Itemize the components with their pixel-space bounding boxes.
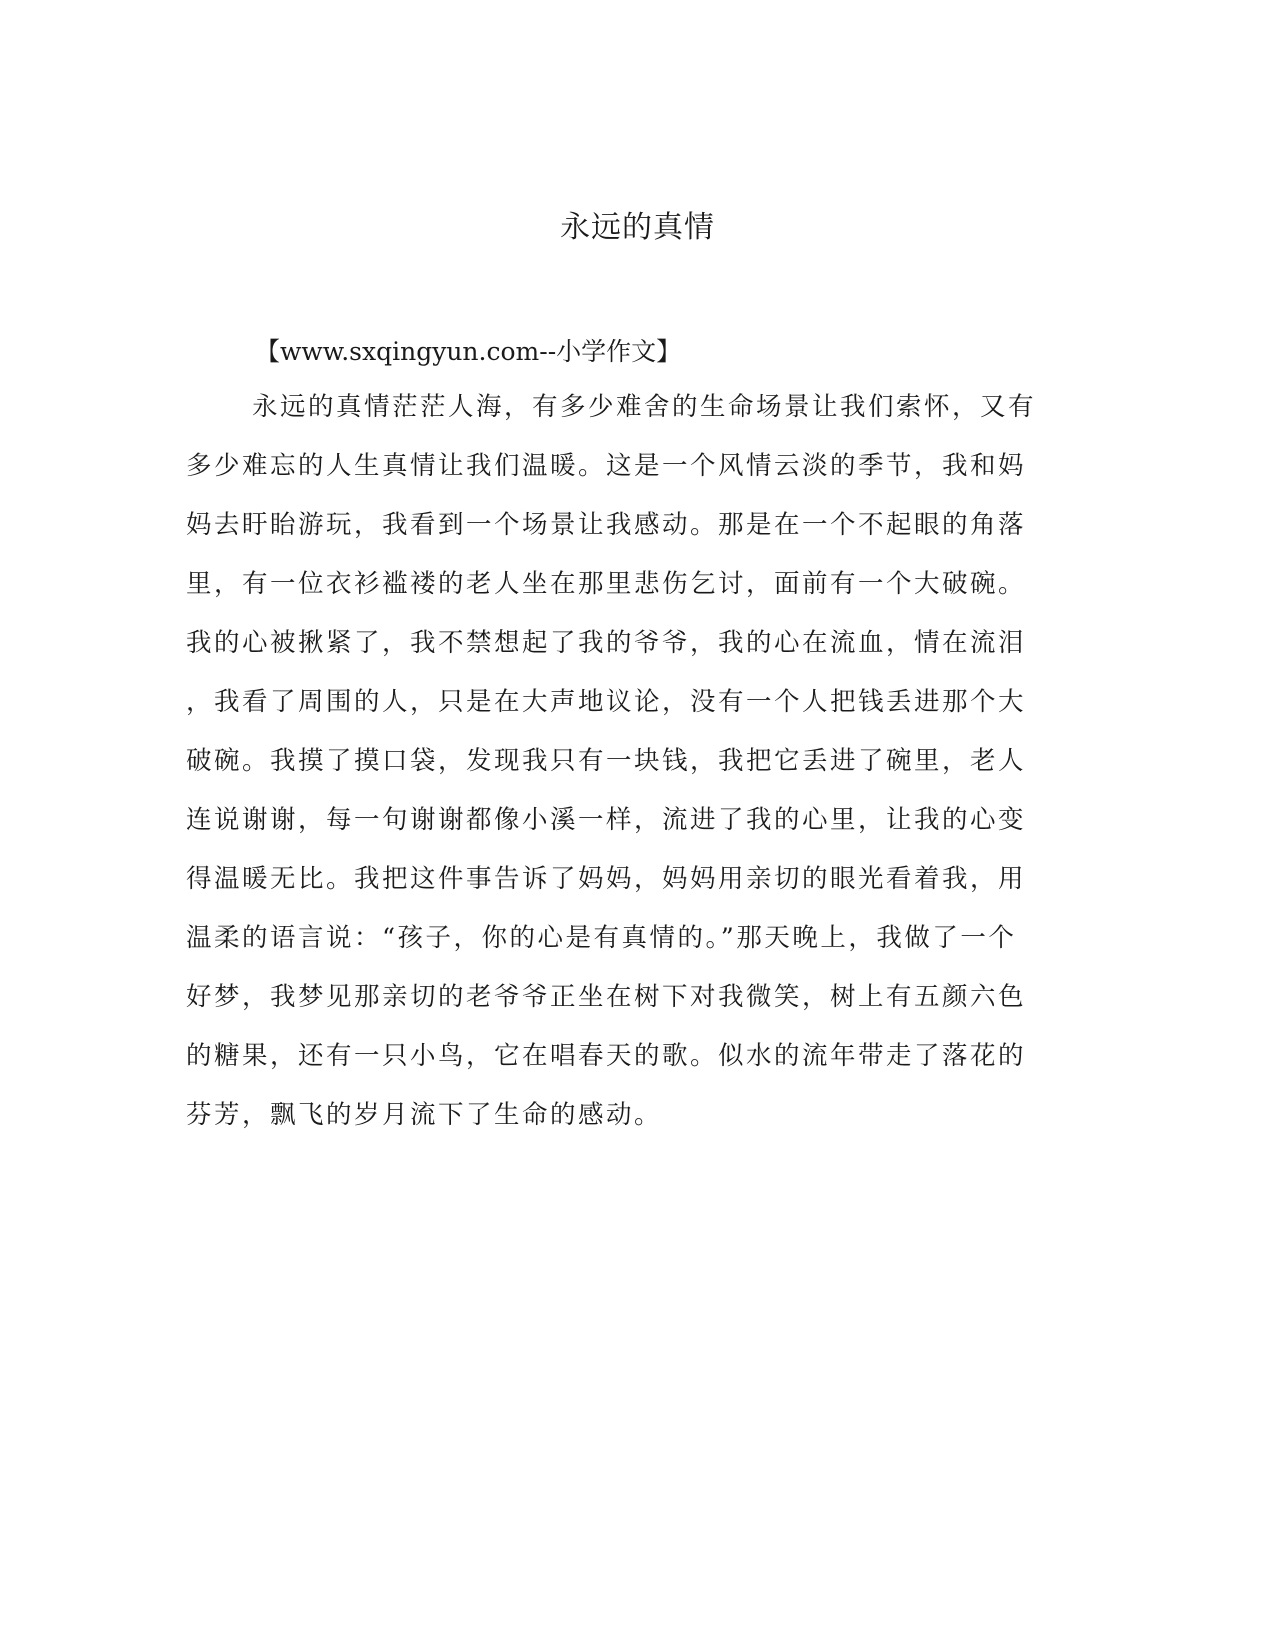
body-line: 得温暖无比。我把这件事告诉了妈妈，妈妈用亲切的眼光看着我，用	[186, 864, 1027, 894]
article-body	[186, 378, 1046, 1145]
body-line: 妈去盱眙游玩，我看到一个场景让我感动。那是在一个不起眼的角落	[186, 510, 1027, 540]
body-line: ，我看了周围的人，只是在大声地议论，没有一个人把钱丢进那个大	[186, 687, 1027, 717]
body-line: 芬芳，飘飞的岁月流下了生命的感动。	[186, 1100, 663, 1130]
source-line: 【www.sxqingyun.com--小学作文】	[255, 337, 682, 366]
body-line: 多少难忘的人生真情让我们温暖。这是一个风情云淡的季节，我和妈	[186, 451, 1027, 481]
body-line: 里，有一位衣衫褴褛的老人坐在那里悲伤乞讨，面前有一个大破碗。	[186, 569, 1027, 599]
body-line: 永远的真情茫茫人海，有多少难舍的生命场景让我们索怀，又有	[252, 392, 1037, 422]
body-line: 连说谢谢，每一句谢谢都像小溪一样，流进了我的心里，让我的心变	[186, 805, 1027, 835]
body-line: 破碗。我摸了摸口袋，发现我只有一块钱，我把它丢进了碗里，老人	[186, 746, 1027, 776]
body-line: 好梦，我梦见那亲切的老爷爷正坐在树下对我微笑，树上有五颜六色	[186, 982, 1027, 1012]
body-line: 的糖果，还有一只小鸟，它在唱春天的歌。似水的流年带走了落花的	[186, 1041, 1027, 1071]
document-title: 永远的真情	[560, 210, 715, 245]
body-line: 我的心被揪紧了，我不禁想起了我的爷爷，我的心在流血，情在流泪	[186, 628, 1027, 658]
body-line: 温柔的语言说：“孩子，你的心是有真情的。”那天晚上，我做了一个	[186, 923, 1017, 953]
